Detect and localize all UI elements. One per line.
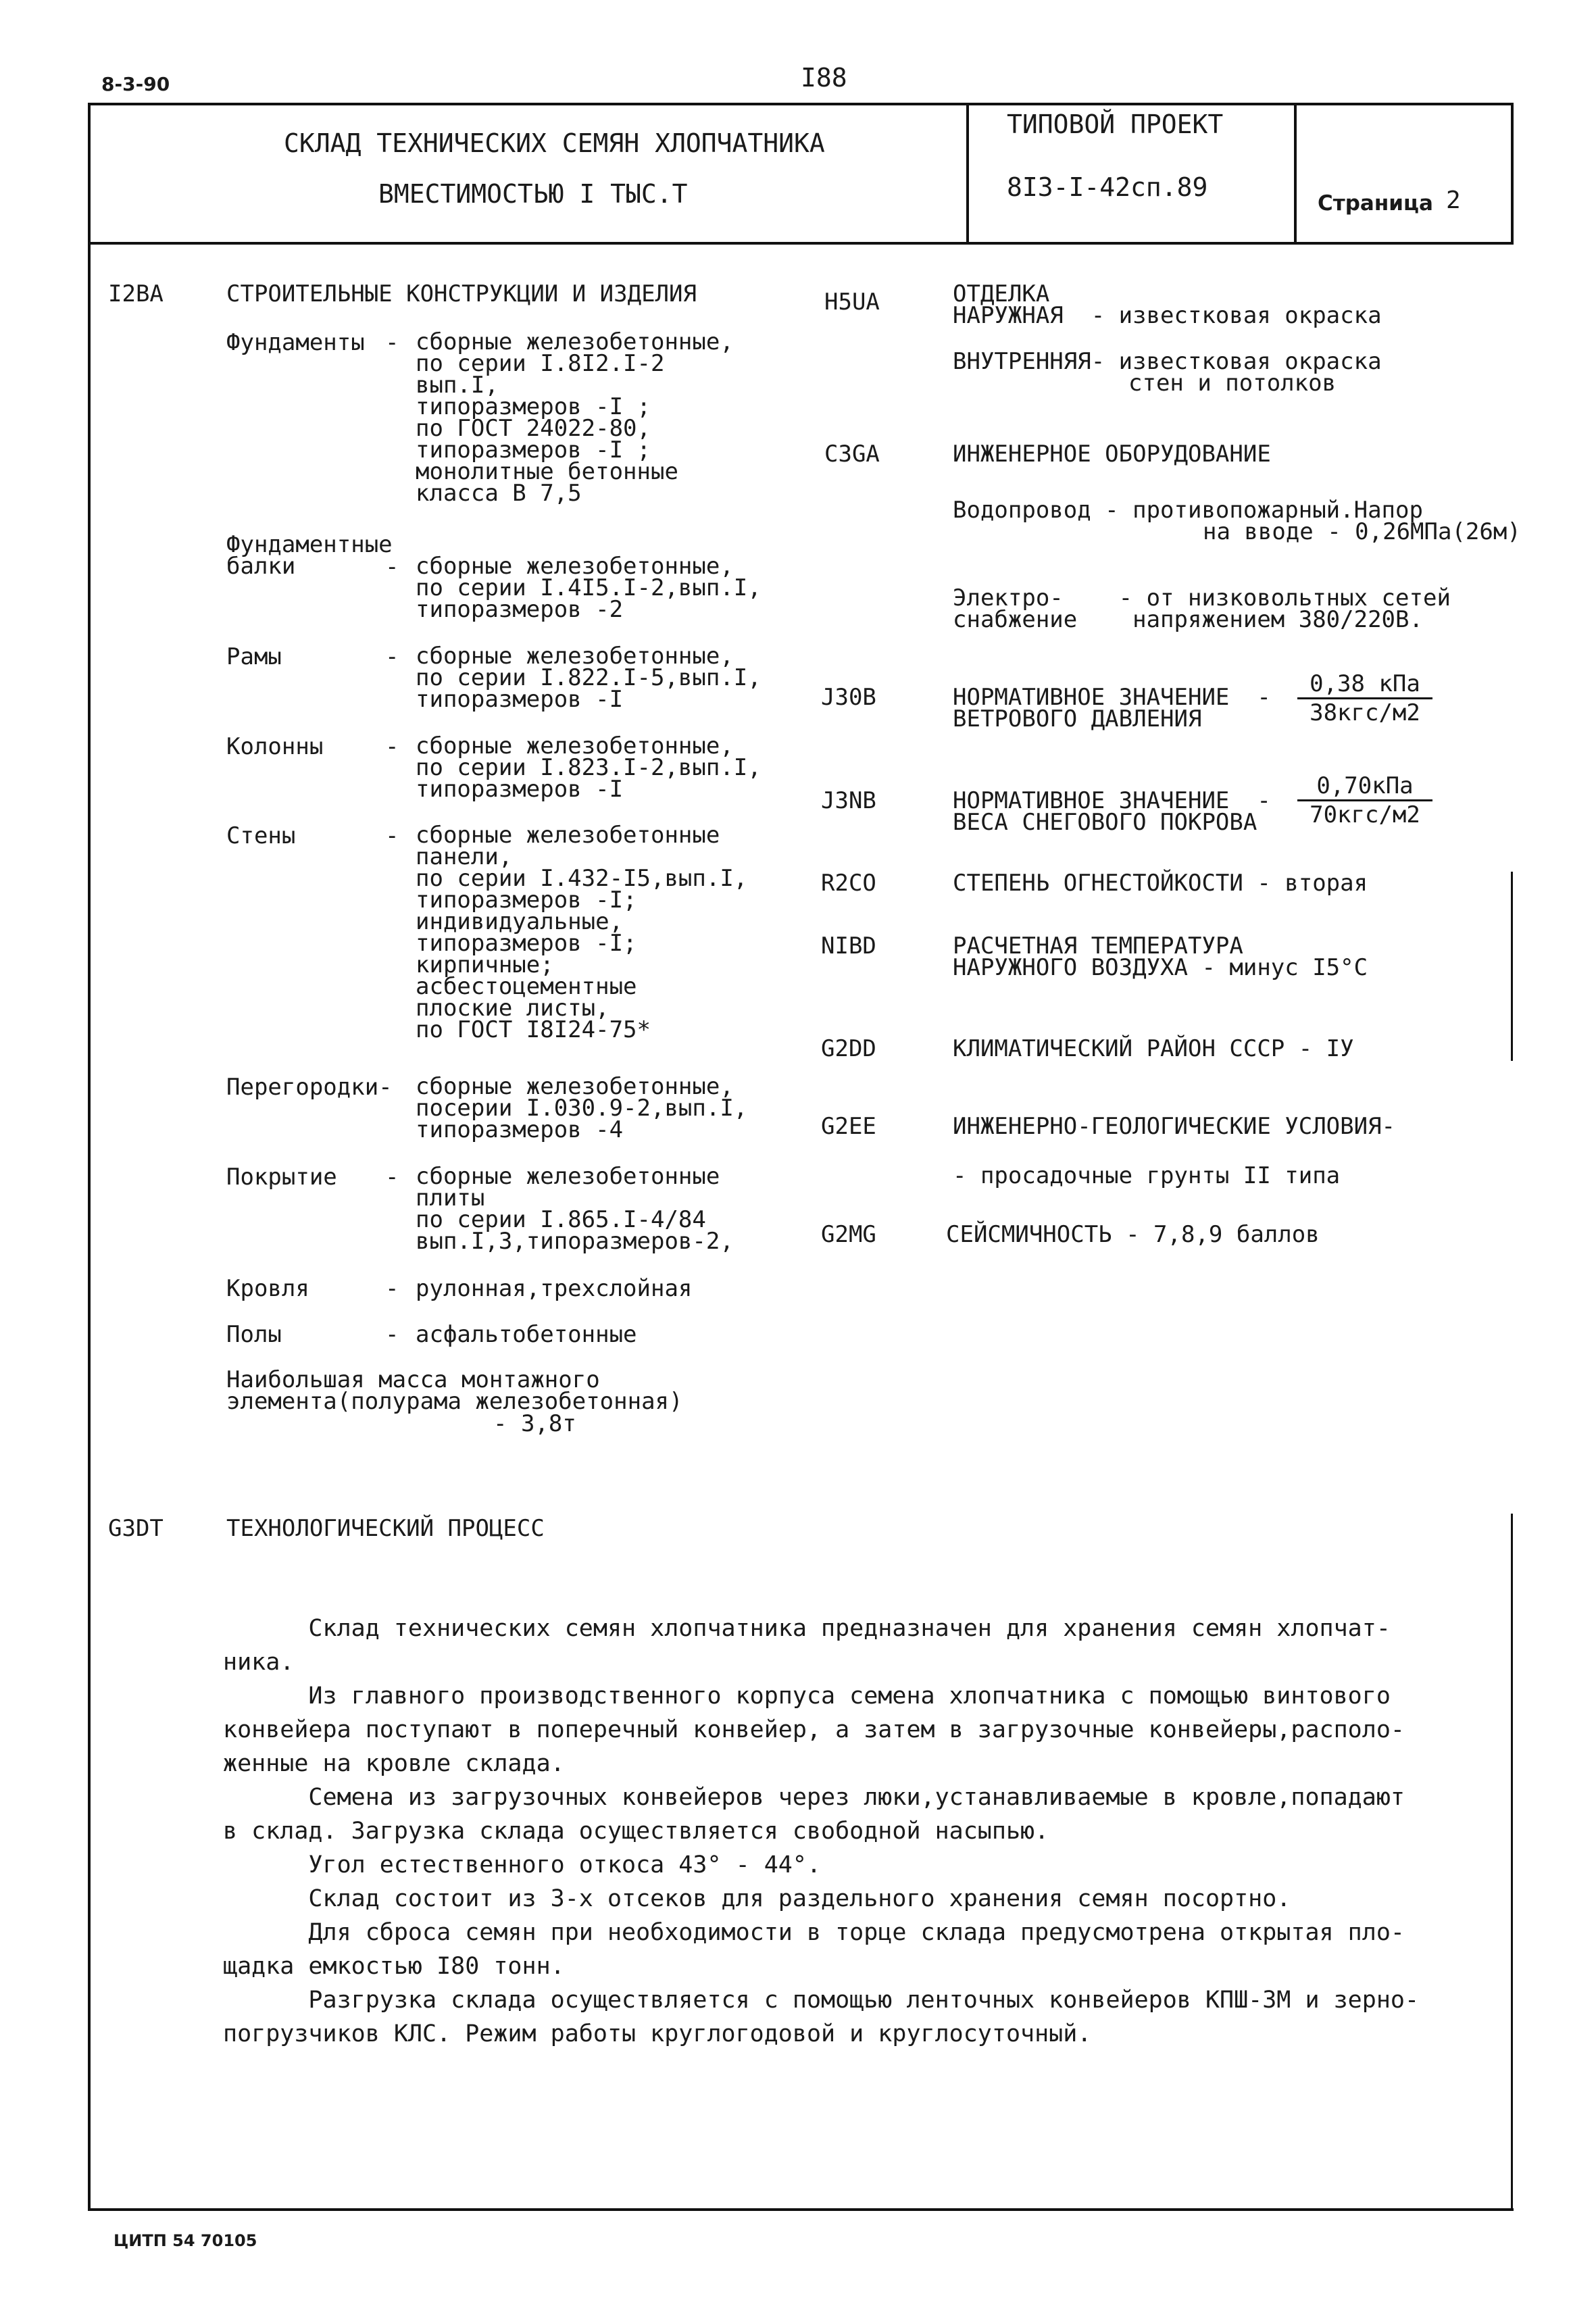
item-line: индивидуальные, xyxy=(416,908,624,935)
sheet-number: 2 xyxy=(1446,186,1461,214)
mass-line-1: Наибольшая масса монтажного xyxy=(226,1366,600,1393)
item-line: типоразмеров -I; xyxy=(416,887,637,914)
item-line: посерии I.030.9-2,вып.I, xyxy=(416,1095,748,1122)
header-divider xyxy=(966,103,969,245)
document-code: 8-3-90 xyxy=(101,73,170,95)
item-line: плиты xyxy=(416,1185,485,1212)
item-text xyxy=(416,1277,692,1300)
paragraph-line: Семена из загрузочных конвейеров через люки,устанавливаемые в кровле,попадают xyxy=(223,1784,1405,1811)
header-subtitle: ВМЕСТИМОСТЬЮ I ТЫС.Т xyxy=(378,179,688,209)
item-line: асбестоцементные xyxy=(416,973,637,1000)
mass-value: - 3,8т xyxy=(493,1410,576,1437)
wind-pressure-fraction: 0,38 кПа 38кгс/м2 xyxy=(1297,670,1432,726)
section-code: I2ВА xyxy=(108,280,164,307)
item-line: по ГОСТ 24022-80, xyxy=(416,415,651,442)
code-h5ua: Н5UА xyxy=(824,289,880,316)
item-text xyxy=(416,824,747,1041)
project-number: 8I3-I-42сп.89 xyxy=(1007,172,1208,202)
item-line: сборные железобетонные, xyxy=(416,328,734,355)
side-mark-1 xyxy=(1511,872,1513,1061)
paragraph-line: конвейера поступают в поперечный конвейер, а затем в загрузочные конвейеры,располо- xyxy=(223,1716,1405,1743)
item-label: Полы xyxy=(226,1321,282,1348)
paragraph-line: щадка емкостью I80 тонн. xyxy=(223,1953,565,1980)
code-g2ee: G2ЕЕ xyxy=(821,1113,876,1140)
item-text xyxy=(416,1323,637,1346)
item-line: по серии I.4I5.I-2,вып.I, xyxy=(416,574,762,601)
item-line: сборные железобетонные xyxy=(416,1163,720,1190)
paragraph-line: Разгрузка склада осуществляется с помощью ленточных конвейеров КПШ-3М и зерно- xyxy=(223,1987,1420,2014)
paragraph-line: ника. xyxy=(223,1649,295,1676)
project-label: ТИПОВОЙ ПРОЕКТ xyxy=(1007,109,1224,139)
item-line: по серии I.8I2.I-2 xyxy=(416,350,665,377)
page-number: I88 xyxy=(801,63,847,93)
item-label: Колонны xyxy=(226,733,324,760)
item-line: типоразмеров -I ; xyxy=(416,393,651,420)
code-c3ga: С3GА xyxy=(824,441,880,468)
code-j3nb: J3NВ xyxy=(821,787,876,814)
item-line: асфальтобетонные xyxy=(416,1321,637,1348)
paragraph-line: Склад технических семян хлопчатника предназначен для хранения семян хлопчат- xyxy=(223,1615,1391,1642)
paragraph-line: погрузчиков КЛС. Режим работы круглогодовой и круглосуточный. xyxy=(223,2020,1092,2047)
sheet-label: Страница xyxy=(1318,191,1433,216)
item-line: типоразмеров -I xyxy=(416,776,624,803)
item-label: Покрытие xyxy=(226,1164,337,1191)
item-line: по серии I.822.I-5,вып.I, xyxy=(416,664,762,691)
item-line: класса В 7,5 xyxy=(416,480,582,507)
code-nibd: NIВD xyxy=(821,932,876,960)
item-line: типоразмеров -2 xyxy=(416,596,624,623)
code-g2mg: G2МG xyxy=(821,1221,876,1248)
item-text xyxy=(416,1073,748,1143)
item-line: по серии I.823.I-2,вып.I, xyxy=(416,754,762,781)
code-r2co: R2СО xyxy=(821,870,876,897)
engineering-heading: ИНЖЕНЕРНОЕ ОБОРУДОВАНИЕ xyxy=(953,441,1271,468)
item-line: рулонная,трехслойная xyxy=(416,1275,693,1302)
tech-code: G3DТ xyxy=(108,1515,164,1542)
item-line: по серии I.432-I5,вып.I, xyxy=(416,865,748,892)
item-text xyxy=(416,553,762,623)
code-g2dd: G2DD xyxy=(821,1035,876,1062)
frame-right-top xyxy=(1511,103,1514,245)
frame-left xyxy=(88,103,91,2211)
item-line: типоразмеров -I; xyxy=(416,930,637,957)
mass-line-2: элемента(полурама железобетонная) xyxy=(226,1388,683,1415)
item-text xyxy=(416,732,762,803)
item-label: Перегородки- xyxy=(226,1074,393,1101)
item-line: по серии I.865.I-4/84 xyxy=(416,1206,706,1233)
item-text xyxy=(416,328,734,507)
item-line: по ГОСТ I8I24-75* xyxy=(416,1016,651,1043)
item-label: Кровля xyxy=(226,1275,309,1302)
snow-load-fraction: 0,70кПа 70кгс/м2 xyxy=(1297,772,1432,828)
frame-bottom xyxy=(88,2208,1514,2211)
item-label: Фундаменты xyxy=(226,329,365,356)
section-heading: СТРОИТЕЛЬНЫЕ КОНСТРУКЦИИ И ИЗДЕЛИЯ xyxy=(226,280,697,307)
item-line: панели, xyxy=(416,843,513,870)
item-line: типоразмеров -4 xyxy=(416,1116,624,1143)
header-divider-2 xyxy=(1294,103,1297,245)
paragraph-line: Склад состоит из 3-х отсеков для раздельного хранения семян посортно. xyxy=(223,1885,1291,1912)
paragraph-line: Для сброса семян при необходимости в торце склада предусмотрена открытая пло- xyxy=(223,1919,1405,1946)
code-j30b: J30В xyxy=(821,684,876,711)
item-line: плоские листы, xyxy=(416,995,609,1022)
item-line: сборные железобетонные, xyxy=(416,643,734,670)
item-line: сборные железобетонные, xyxy=(416,732,734,760)
paragraph-line: женные на кровле склада. xyxy=(223,1750,565,1777)
paragraph-line: Угол естественного откоса 43° - 44°. xyxy=(223,1851,822,1878)
paragraph-line: Из главного производственного корпуса семена хлопчатника с помощью винтового xyxy=(223,1683,1391,1710)
item-line: вып.I, xyxy=(416,372,499,399)
frame-top xyxy=(88,103,1514,105)
item-label: Фундаментные балки xyxy=(226,531,393,580)
item-text xyxy=(416,1163,734,1255)
footer-code: ЦИТП 54 70105 xyxy=(114,2231,257,2250)
paragraph-line: в склад. Загрузка склада осуществляется свободной насыпью. xyxy=(223,1818,1049,1845)
item-line: кирпичные; xyxy=(416,951,554,978)
item-line: монолитные бетонные xyxy=(416,458,678,485)
item-line: сборные железобетонные, xyxy=(416,553,734,580)
item-line: типоразмеров -I ; xyxy=(416,437,651,464)
item-line: сборные железобетонные, xyxy=(416,1073,734,1100)
item-text xyxy=(416,643,762,713)
item-line: типоразмеров -I xyxy=(416,686,624,713)
item-label: Рамы xyxy=(226,643,282,670)
side-mark-2 xyxy=(1511,1514,1513,2211)
item-line: вып.I,3,типоразмеров-2, xyxy=(416,1228,734,1255)
tech-heading: ТЕХНОЛОГИЧЕСКИЙ ПРОЦЕСС xyxy=(226,1515,545,1542)
item-label: Стены xyxy=(226,822,296,849)
header-bottom-rule xyxy=(88,242,1514,245)
tech-body xyxy=(223,1612,1493,2051)
item-line: сборные железобетонные xyxy=(416,822,720,849)
header-title: СКЛАД ТЕХНИЧЕСКИХ СЕМЯН ХЛОПЧАТНИКА xyxy=(284,128,825,158)
